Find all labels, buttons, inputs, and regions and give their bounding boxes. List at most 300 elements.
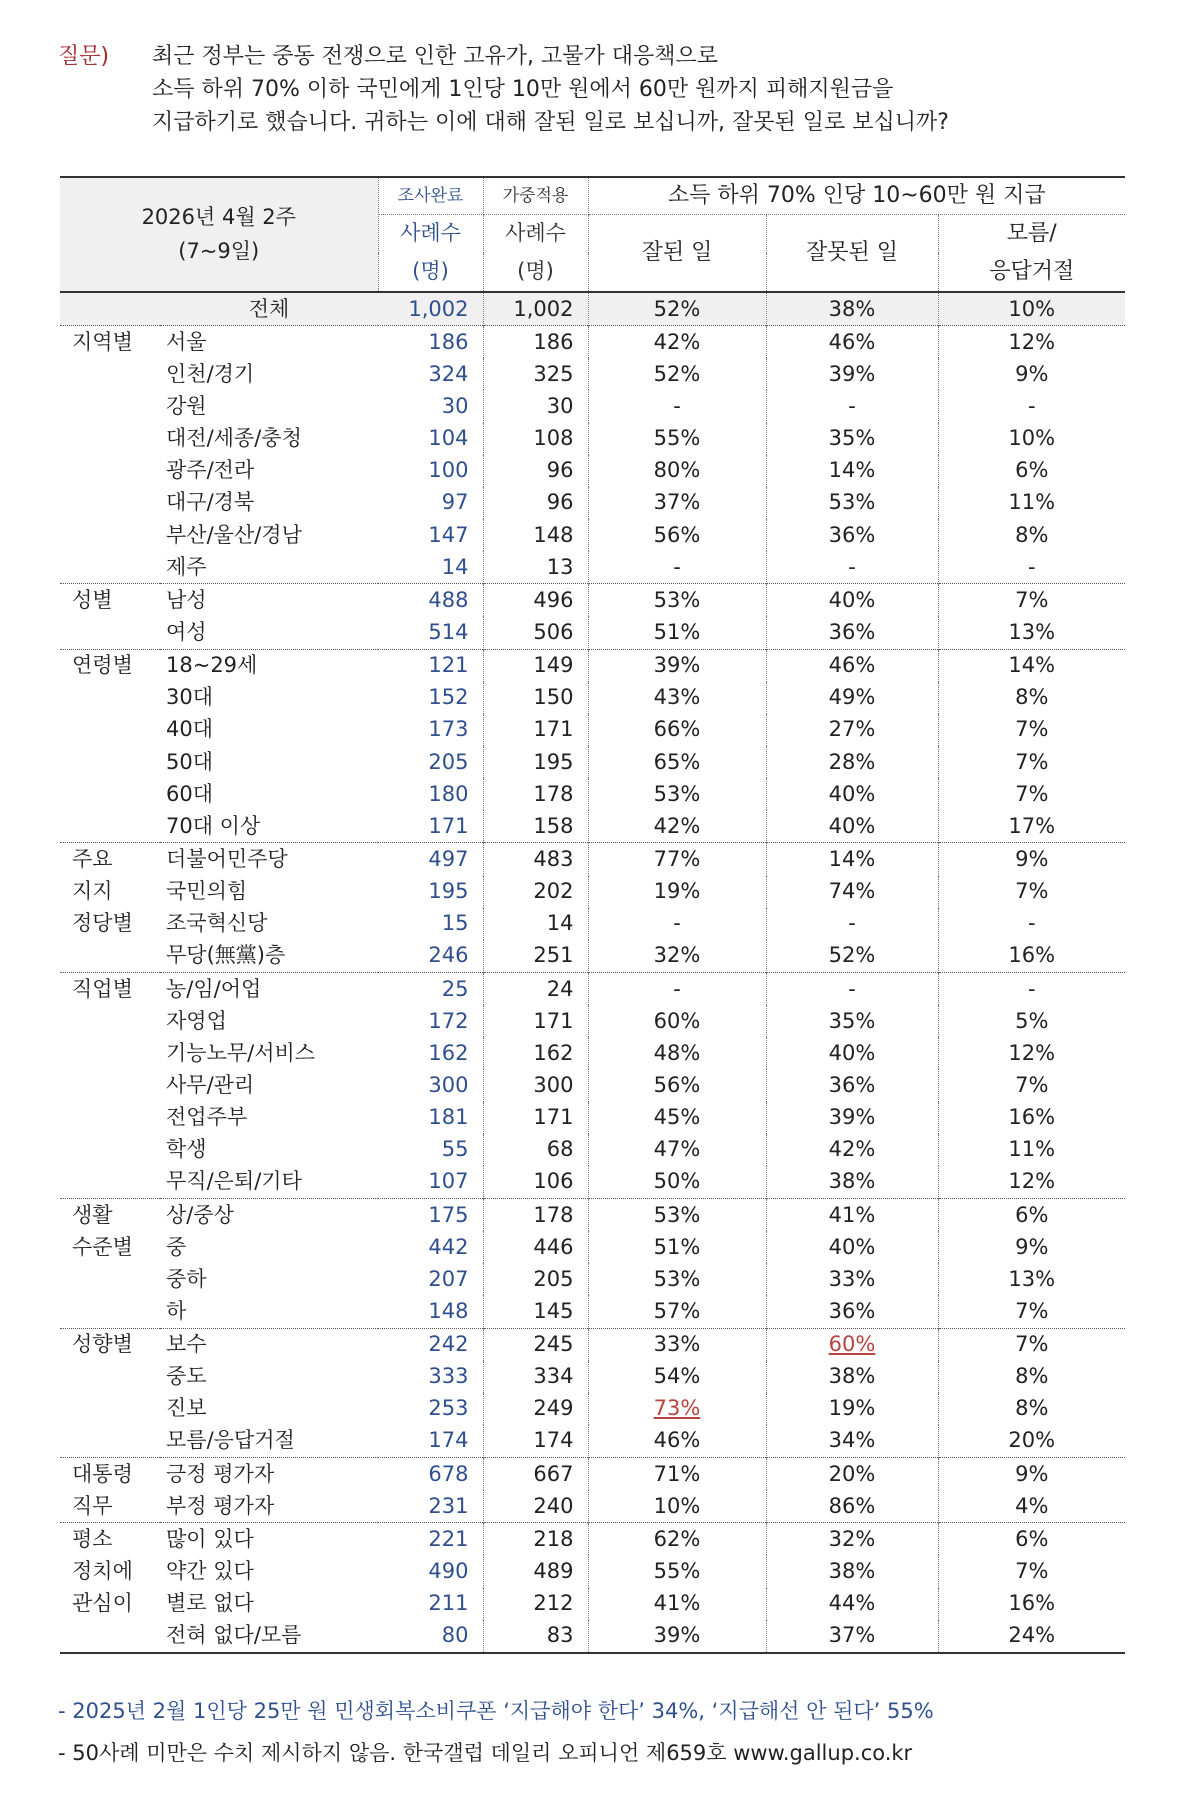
row-label: 50대 <box>166 749 214 774</box>
pct-good: 80% <box>588 455 766 487</box>
row-category <box>60 1102 160 1134</box>
table-row <box>60 455 1125 487</box>
weighted-count: 300 <box>483 1069 588 1101</box>
question-line <box>58 40 1158 73</box>
completed-count: 231 <box>378 1490 483 1523</box>
row-category <box>60 292 160 326</box>
pct-good: 60% <box>588 1005 766 1037</box>
table-row <box>60 746 1125 778</box>
table-row <box>60 1490 1125 1523</box>
row-category <box>60 1134 160 1166</box>
period-label: 2026년 4월 2주 <box>141 205 296 229</box>
question-line <box>58 106 1158 139</box>
pct-dont-know: 12% <box>938 326 1125 359</box>
completed-count: 181 <box>378 1102 483 1134</box>
row-label: 70대 이상 <box>166 813 261 838</box>
table-row <box>60 1263 1125 1295</box>
completed-count: 175 <box>378 1198 483 1231</box>
row-category <box>60 487 160 519</box>
completed-count: 173 <box>378 714 483 746</box>
table-row <box>60 714 1125 746</box>
row-category: 대통령 <box>60 1458 160 1491</box>
pct-bad: 36% <box>766 519 938 551</box>
row-category <box>60 390 160 422</box>
pct-good: 33% <box>588 1328 766 1361</box>
table-header <box>60 177 1125 292</box>
pct-dont-know: 16% <box>1008 1591 1056 1616</box>
row-label: 남성 <box>160 584 378 617</box>
completed-count: 514 <box>378 616 483 649</box>
table-row <box>60 1295 1125 1328</box>
weighted-count: 158 <box>483 810 588 843</box>
pct-bad: 39% <box>766 358 938 390</box>
pct-good: 51% <box>588 1231 766 1263</box>
weighted-n-label: 사례수 <box>483 215 588 253</box>
pct-bad: 49% <box>766 682 938 714</box>
weighted-count: 245 <box>483 1328 588 1361</box>
pct-bad: 28% <box>766 746 938 778</box>
pct-dont-know: 6% <box>1015 458 1049 483</box>
table-row <box>60 1523 1125 1556</box>
table-row <box>60 1198 1125 1231</box>
table-row <box>60 1037 1125 1069</box>
table-row <box>60 1588 1125 1620</box>
completed-header: 조사완료 <box>378 177 483 215</box>
pct-good: 41% <box>588 1588 766 1620</box>
pct-bad: 34% <box>766 1425 938 1458</box>
row-label: 농/임/어업 <box>160 972 378 1005</box>
weighted-count: 446 <box>483 1231 588 1263</box>
completed-count: 25 <box>378 972 483 1005</box>
weighted-count: 145 <box>483 1295 588 1328</box>
completed-count: 172 <box>378 1005 483 1037</box>
completed-count: 1,002 <box>378 292 483 326</box>
row-category <box>60 746 160 778</box>
row-label: 인천/경기 <box>166 361 255 386</box>
weighted-count: 202 <box>483 876 588 908</box>
pct-dont-know: 9% <box>938 1458 1125 1491</box>
weighted-count: 489 <box>483 1555 588 1587</box>
pct-good: 52% <box>588 358 766 390</box>
weighted-count: 496 <box>483 584 588 617</box>
row-category <box>60 940 160 973</box>
pct-dont-know: 5% <box>1015 1008 1049 1033</box>
pct-good: 53% <box>588 778 766 810</box>
question-text-2: 소득 하위 70% 이하 국민에게 1인당 10만 원에서 60만 원까지 피해지원금을 <box>152 77 894 102</box>
completed-count: 15 <box>378 908 483 940</box>
pct-bad: - <box>766 972 938 1005</box>
pct-good: - <box>588 972 766 1005</box>
weighted-count: 174 <box>483 1425 588 1458</box>
pct-bad: 37% <box>766 1620 938 1653</box>
row-category: 직업별 <box>60 972 160 1005</box>
pct-dont-know: 10% <box>938 292 1125 326</box>
pct-dont-know: 7% <box>938 1328 1125 1361</box>
row-label: 약간 있다 <box>166 1559 254 1584</box>
pct-dont-know: 9% <box>938 843 1125 876</box>
pct-good: 42% <box>588 810 766 843</box>
row-label: 전혀 없다/모름 <box>160 1620 378 1653</box>
pct-dont-know: - <box>1027 554 1036 579</box>
pct-good: 62% <box>588 1523 766 1556</box>
row-category: 정치에 <box>72 1559 133 1584</box>
weighted-count: 171 <box>483 1102 588 1134</box>
row-category: 주요 <box>60 843 160 876</box>
pct-bad: - <box>766 908 938 940</box>
row-label: 서울 <box>160 326 378 359</box>
row-label: 보수 <box>160 1328 378 1361</box>
completed-count: 442 <box>378 1231 483 1263</box>
weighted-count: 186 <box>483 326 588 359</box>
completed-count: 678 <box>378 1458 483 1491</box>
pct-dont-know: 11% <box>1008 1137 1056 1162</box>
footnote-source: - 50사례 미만은 수치 제시하지 않음. 한국갤럽 데일리 오피니언 제659호 www.gallup.co.kr <box>58 1741 913 1765</box>
pct-bad: 44% <box>766 1588 938 1620</box>
pct-dont-know: 7% <box>1015 781 1049 806</box>
pct-bad: 40% <box>766 1037 938 1069</box>
pct-good: 55% <box>588 1555 766 1587</box>
footnotes <box>58 1690 1168 1774</box>
table-row <box>60 584 1125 617</box>
completed-count: 80 <box>378 1620 483 1653</box>
table-row <box>60 1361 1125 1393</box>
weighted-count: 108 <box>483 423 588 455</box>
bad-header: 잘못된 일 <box>766 215 938 293</box>
pct-bad: 74% <box>766 876 938 908</box>
table-row <box>60 390 1125 422</box>
row-label: 부산/울산/경남 <box>166 522 302 547</box>
table-row <box>60 1069 1125 1101</box>
pct-bad: 60% <box>766 1328 938 1361</box>
pct-dont-know: 7% <box>1015 1298 1049 1323</box>
row-label: 부정 평가자 <box>166 1493 275 1518</box>
completed-count: 246 <box>378 940 483 973</box>
weighted-count: 667 <box>483 1458 588 1491</box>
completed-count: 253 <box>378 1393 483 1425</box>
pct-good: 43% <box>588 682 766 714</box>
table-row <box>60 1005 1125 1037</box>
row-category: 지지 <box>72 879 113 904</box>
weighted-count: 483 <box>483 843 588 876</box>
row-label: 대구/경북 <box>166 490 255 515</box>
pct-good: 19% <box>588 876 766 908</box>
pct-good: 56% <box>588 1069 766 1101</box>
row-category <box>60 1037 160 1069</box>
table-body <box>60 292 1125 1653</box>
row-label: 국민의힘 <box>166 879 248 904</box>
row-category <box>60 423 160 455</box>
pct-bad: 38% <box>766 1555 938 1587</box>
weighted-count: 171 <box>483 1005 588 1037</box>
completed-count: 207 <box>378 1263 483 1295</box>
pct-bad: 36% <box>766 1069 938 1101</box>
pct-good: 54% <box>588 1361 766 1393</box>
completed-count: 30 <box>378 390 483 422</box>
row-category: 평소 <box>60 1523 160 1556</box>
row-label: 무당(無黨)층 <box>166 943 286 968</box>
completed-count: 171 <box>378 810 483 843</box>
row-label: 학생 <box>166 1137 207 1162</box>
pct-dont-know: 7% <box>1015 1559 1049 1584</box>
pct-good: 45% <box>588 1102 766 1134</box>
pct-bad: 53% <box>766 487 938 519</box>
pct-dont-know: 8% <box>1015 1364 1049 1389</box>
row-category <box>60 1620 160 1653</box>
row-category <box>60 1425 160 1458</box>
weighted-count: 1,002 <box>483 292 588 326</box>
row-category: 직무 <box>72 1493 113 1518</box>
weighted-count: 334 <box>483 1361 588 1393</box>
row-label: 조국혁신당 <box>166 911 268 936</box>
completed-count: 497 <box>378 843 483 876</box>
row-label: 전업주부 <box>166 1105 248 1130</box>
pct-bad: 42% <box>766 1134 938 1166</box>
pct-dont-know: 7% <box>938 584 1125 617</box>
pct-good: 42% <box>588 326 766 359</box>
weighted-unit: (명) <box>483 253 588 292</box>
pct-dont-know: 9% <box>1015 1234 1049 1259</box>
table-row <box>60 423 1125 455</box>
completed-n-label: 사례수 <box>378 215 483 253</box>
row-label: 상/중상 <box>160 1198 378 1231</box>
table-row <box>60 682 1125 714</box>
completed-count: 195 <box>378 876 483 908</box>
table-row <box>60 1393 1125 1425</box>
pct-dont-know: 6% <box>938 1198 1125 1231</box>
pct-good: 47% <box>588 1134 766 1166</box>
pct-bad: 35% <box>766 1005 938 1037</box>
weighted-count: 195 <box>483 746 588 778</box>
pct-dont-know: 7% <box>1015 717 1049 742</box>
pct-good: 77% <box>588 843 766 876</box>
row-category <box>60 682 160 714</box>
pct-dont-know: 13% <box>1008 619 1056 644</box>
table-row <box>60 810 1125 843</box>
row-category <box>60 616 160 649</box>
completed-count: 205 <box>378 746 483 778</box>
pct-bad: 14% <box>766 843 938 876</box>
row-label: 모름/응답거절 <box>166 1428 295 1453</box>
row-label: 기능노무/서비스 <box>166 1040 316 1065</box>
pct-dont-know: 8% <box>1015 685 1049 710</box>
pct-bad: 39% <box>766 1102 938 1134</box>
weighted-header: 가중적용 <box>483 177 588 215</box>
pct-bad: 52% <box>766 940 938 973</box>
pct-good: 53% <box>588 1198 766 1231</box>
row-label: 별로 없다 <box>166 1591 254 1616</box>
pct-bad: 46% <box>766 326 938 359</box>
dk-header-line2: 응답거절 <box>989 259 1075 284</box>
weighted-count: 68 <box>483 1134 588 1166</box>
pct-good: 71% <box>588 1458 766 1491</box>
response-span-header: 소득 하위 70% 인당 10~60만 원 지급 <box>588 177 1125 215</box>
pct-bad: 41% <box>766 1198 938 1231</box>
pct-dont-know: 16% <box>1008 1105 1056 1130</box>
table-row <box>60 551 1125 584</box>
pct-bad: - <box>766 390 938 422</box>
pct-good: 53% <box>588 1263 766 1295</box>
table-row <box>60 1134 1125 1166</box>
pct-good: - <box>588 908 766 940</box>
row-category <box>60 519 160 551</box>
question-label: 질문) <box>58 44 110 69</box>
row-label: 30대 <box>166 685 214 710</box>
total-row <box>60 292 1125 326</box>
row-category: 지역별 <box>60 326 160 359</box>
row-category <box>60 1166 160 1199</box>
completed-count: 180 <box>378 778 483 810</box>
completed-unit: (명) <box>378 253 483 292</box>
completed-count: 186 <box>378 326 483 359</box>
completed-count: 221 <box>378 1523 483 1556</box>
completed-count: 121 <box>378 649 483 682</box>
row-label: 많이 있다 <box>160 1523 378 1556</box>
good-header: 잘된 일 <box>588 215 766 293</box>
weighted-count: 205 <box>483 1263 588 1295</box>
pct-dont-know: 17% <box>1008 813 1056 838</box>
row-label: 진보 <box>166 1396 207 1421</box>
pct-bad: 32% <box>766 1523 938 1556</box>
table-row <box>60 1231 1125 1263</box>
row-label: 사무/관리 <box>166 1072 255 1097</box>
row-label: 하 <box>166 1298 187 1323</box>
table-row <box>60 616 1125 649</box>
pct-dont-know: 7% <box>1015 879 1049 904</box>
row-category <box>60 358 160 390</box>
pct-dont-know: 12% <box>1008 1040 1056 1065</box>
pct-good: 52% <box>588 292 766 326</box>
row-category <box>60 455 160 487</box>
completed-count: 300 <box>378 1069 483 1101</box>
row-category: 정당별 <box>72 911 133 936</box>
row-label: 전체 <box>160 292 378 326</box>
table-row <box>60 487 1125 519</box>
period-header <box>60 177 378 292</box>
question-block <box>58 40 1158 139</box>
pct-bad: - <box>766 551 938 584</box>
row-category <box>60 551 160 584</box>
row-label: 더불어민주당 <box>160 843 378 876</box>
pct-good: 39% <box>588 1620 766 1653</box>
row-category <box>60 1005 160 1037</box>
table-row <box>60 940 1125 973</box>
completed-count: 242 <box>378 1328 483 1361</box>
pct-dont-know: - <box>1027 393 1036 418</box>
row-category: 성별 <box>60 584 160 617</box>
weighted-count: 506 <box>483 616 588 649</box>
pct-bad: 20% <box>766 1458 938 1491</box>
pct-good: 10% <box>588 1490 766 1523</box>
completed-count: 14 <box>378 551 483 584</box>
pct-dont-know: 14% <box>938 649 1125 682</box>
pct-dont-know: 16% <box>1008 943 1056 968</box>
row-category <box>60 778 160 810</box>
pct-bad: 38% <box>766 1166 938 1199</box>
pct-bad: 40% <box>766 584 938 617</box>
table-row <box>60 778 1125 810</box>
table-row <box>60 1166 1125 1199</box>
pct-bad: 40% <box>766 1231 938 1263</box>
weighted-count: 13 <box>483 551 588 584</box>
weighted-count: 325 <box>483 358 588 390</box>
completed-count: 490 <box>378 1555 483 1587</box>
question-text-1: 최근 정부는 중동 전쟁으로 인한 고유가, 고물가 대응책으로 <box>152 44 718 69</box>
pct-good: 46% <box>588 1425 766 1458</box>
question-line <box>58 73 1158 106</box>
pct-good: 32% <box>588 940 766 973</box>
row-label: 여성 <box>166 619 207 644</box>
pct-good: - <box>588 390 766 422</box>
row-label: 강원 <box>166 393 207 418</box>
table-row <box>60 1458 1125 1491</box>
pct-good: 39% <box>588 649 766 682</box>
dk-header-line1: 모름/ <box>1006 221 1057 246</box>
pct-bad: 33% <box>766 1263 938 1295</box>
completed-count: 104 <box>378 423 483 455</box>
completed-count: 333 <box>378 1361 483 1393</box>
weighted-count: 212 <box>483 1588 588 1620</box>
weighted-count: 96 <box>483 455 588 487</box>
weighted-count: 106 <box>483 1166 588 1199</box>
question-text-3: 지급하기로 했습니다. 귀하는 이에 대해 잘된 일로 보십니까, 잘못된 일로 보십니까? <box>152 110 949 135</box>
pct-good: 51% <box>588 616 766 649</box>
pct-good: 50% <box>588 1166 766 1199</box>
row-category: 생활 <box>60 1198 160 1231</box>
row-label: 제주 <box>166 554 207 579</box>
table-row <box>60 358 1125 390</box>
period-dates: (7~9일) <box>178 239 260 263</box>
pct-bad: 35% <box>766 423 938 455</box>
weighted-count: 218 <box>483 1523 588 1556</box>
pct-dont-know: - <box>1027 911 1036 936</box>
pct-good: 57% <box>588 1295 766 1328</box>
completed-count: 174 <box>378 1425 483 1458</box>
completed-count: 162 <box>378 1037 483 1069</box>
row-label: 자영업 <box>166 1008 227 1033</box>
table-row <box>60 843 1125 876</box>
row-label: 무직/은퇴/기타 <box>166 1169 302 1194</box>
row-category <box>60 1393 160 1425</box>
completed-count: 107 <box>378 1166 483 1199</box>
table-row <box>60 326 1125 359</box>
pct-dont-know: 10% <box>1008 426 1056 451</box>
weighted-count: 14 <box>483 908 588 940</box>
pct-good: 73% <box>588 1393 766 1425</box>
pct-bad: 38% <box>766 1361 938 1393</box>
completed-count: 97 <box>378 487 483 519</box>
pct-bad: 38% <box>766 292 938 326</box>
completed-count: 152 <box>378 682 483 714</box>
row-category <box>60 1295 160 1328</box>
pct-bad: 46% <box>766 649 938 682</box>
completed-count: 55 <box>378 1134 483 1166</box>
pct-bad: 36% <box>766 616 938 649</box>
weighted-count: 24 <box>483 972 588 1005</box>
weighted-count: 178 <box>483 1198 588 1231</box>
row-label: 긍정 평가자 <box>160 1458 378 1491</box>
pct-dont-know: 8% <box>1015 1396 1049 1421</box>
row-category <box>60 714 160 746</box>
pct-dont-know: 6% <box>938 1523 1125 1556</box>
table-row <box>60 649 1125 682</box>
weighted-count: 171 <box>483 714 588 746</box>
table-row <box>60 908 1125 940</box>
row-category <box>60 1361 160 1393</box>
row-label: 40대 <box>166 717 214 742</box>
weighted-count: 83 <box>483 1620 588 1653</box>
table-row <box>60 1425 1125 1458</box>
pct-dont-know: 9% <box>1015 361 1049 386</box>
